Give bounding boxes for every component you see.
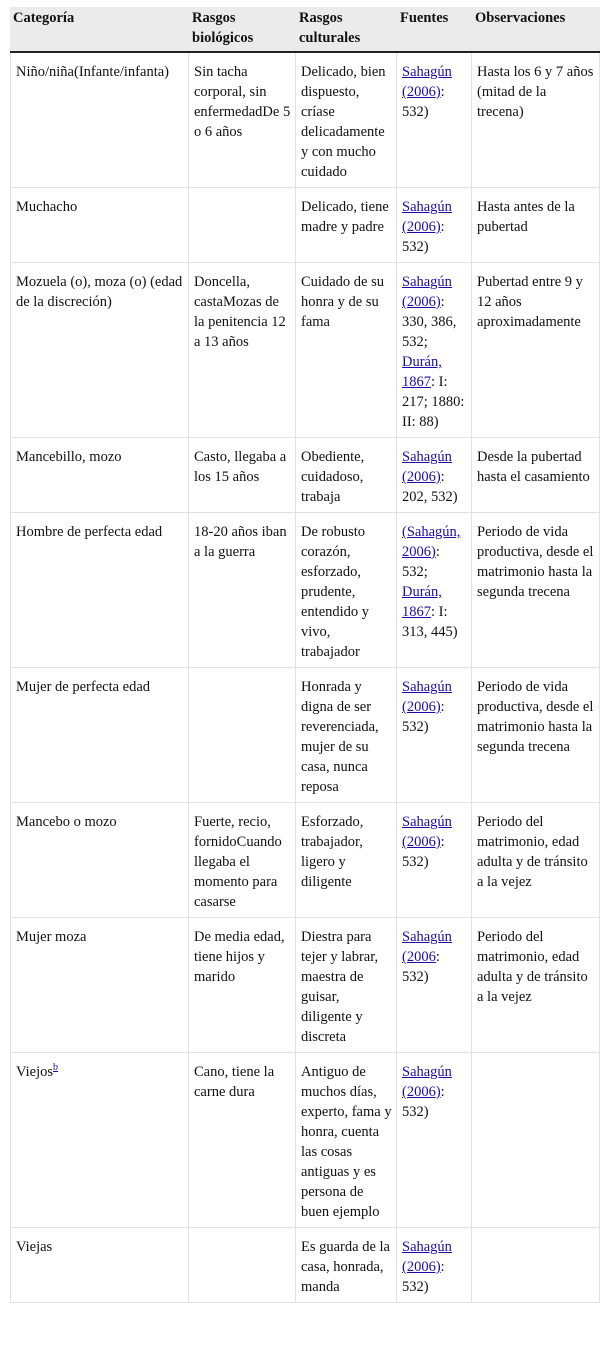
source-link[interactable]: Sahagún (2006): [402, 274, 452, 310]
table-body: [10, 53, 600, 1303]
cell-fuentes: [397, 513, 472, 668]
cell-rasgos-culturales: Honrada y digna de ser reverenciada, mujer de su casa, nunca reposa: [296, 668, 397, 803]
cell-fuentes: [397, 1053, 472, 1228]
cell-observaciones: [472, 1053, 600, 1228]
categoria-text: Mujer moza: [16, 929, 87, 945]
cell-fuentes: [397, 438, 472, 513]
table-row: [10, 263, 600, 438]
source-link[interactable]: Durán, 1867: [402, 584, 442, 620]
cell-observaciones: Periodo de vida productiva, desde el matrimonio hasta la segunda trecena: [472, 513, 600, 668]
cell-observaciones: Desde la pubertad hasta el casamiento: [472, 438, 600, 513]
source-link[interactable]: Sahagún (2006): [402, 679, 452, 715]
cell-rasgos-biologicos: [189, 188, 296, 263]
source-link[interactable]: Durán, 1867: [402, 354, 442, 390]
categoria-text: Niño/niña(Infante/infanta): [16, 64, 169, 80]
cell-rasgos-biologicos: Doncella, castaMozas de la penitencia 12 a 13 años: [189, 263, 296, 438]
cell-observaciones: Periodo de vida productiva, desde el matrimonio hasta la segunda trecena: [472, 668, 600, 803]
header-rasgos-biologicos: Rasgos biológicos: [189, 7, 296, 53]
cell-categoria: [10, 263, 189, 438]
cell-rasgos-culturales: Obediente, cuidadoso, trabaja: [296, 438, 397, 513]
categoria-text: Mancebillo, mozo: [16, 449, 122, 465]
cell-categoria: [10, 918, 189, 1053]
source-text: : I: 217; 1880: II: 88): [402, 374, 465, 430]
cell-rasgos-culturales: Es guarda de la casa, honrada, manda: [296, 1228, 397, 1303]
cell-rasgos-biologicos: De media edad, tiene hijos y marido: [189, 918, 296, 1053]
header-observaciones: Observaciones: [472, 7, 600, 53]
table-row: [10, 1053, 600, 1228]
source-link[interactable]: Sahagún (2006): [402, 64, 452, 100]
categoria-text: Viejas: [16, 1239, 53, 1255]
cell-rasgos-biologicos: 18-20 años iban a la guerra: [189, 513, 296, 668]
cell-rasgos-culturales: Antiguo de muchos días, experto, fama y honra, cuenta las cosas antiguas y es persona de buen ejemplo: [296, 1053, 397, 1228]
cell-observaciones: Periodo del matrimonio, edad adulta y de tránsito a la vejez: [472, 918, 600, 1053]
cell-fuentes: [397, 53, 472, 188]
cell-observaciones: Pubertad entre 9 y 12 años aproximadamente: [472, 263, 600, 438]
header-fuentes: Fuentes: [397, 7, 472, 53]
cell-categoria: [10, 438, 189, 513]
table-row: [10, 438, 600, 513]
table-row: [10, 668, 600, 803]
source-text: : 532): [402, 84, 445, 120]
categoria-text: Muchacho: [16, 199, 78, 215]
source-text: : 532): [402, 219, 445, 255]
cell-rasgos-culturales: Cuidado de su honra y de su fama: [296, 263, 397, 438]
cell-fuentes: [397, 188, 472, 263]
cell-fuentes: [397, 803, 472, 918]
source-text: : 330, 386, 532;: [402, 294, 457, 350]
cell-categoria: [10, 803, 189, 918]
cell-rasgos-culturales: Esforzado, trabajador, ligero y diligente: [296, 803, 397, 918]
cell-rasgos-culturales: Diestra para tejer y labrar, maestra de guisar, diligente y discreta: [296, 918, 397, 1053]
cell-rasgos-biologicos: Fuerte, recio, fornidoCuando llegaba el momento para casarse: [189, 803, 296, 918]
age-categories-table: [10, 7, 600, 1303]
table-row: [10, 803, 600, 918]
cell-rasgos-biologicos: Cano, tiene la carne dura: [189, 1053, 296, 1228]
source-text: : 532): [402, 834, 445, 870]
table-row: [10, 1228, 600, 1303]
source-link[interactable]: Sahagún (2006): [402, 1064, 452, 1100]
table-row: [10, 918, 600, 1053]
source-link[interactable]: Sahagún (2006): [402, 814, 452, 850]
source-text: : 532): [402, 1084, 445, 1120]
categoria-text: Mujer de perfecta edad: [16, 679, 151, 695]
source-link[interactable]: Sahagún (2006: [402, 929, 452, 965]
source-link[interactable]: Sahagún (2006): [402, 1239, 452, 1275]
source-text: : 532): [402, 1259, 445, 1295]
source-text: : 202, 532): [402, 469, 458, 505]
cell-categoria: [10, 668, 189, 803]
cell-categoria: [10, 513, 189, 668]
cell-rasgos-culturales: Delicado, tiene madre y padre: [296, 188, 397, 263]
table-container: [10, 7, 600, 1303]
cell-observaciones: Hasta antes de la pubertad: [472, 188, 600, 263]
table-row: [10, 188, 600, 263]
header-row: [10, 7, 600, 53]
source-link[interactable]: Sahagún (2006): [402, 199, 452, 235]
categoria-text: Mozuela (o), moza (o) (edad de la discreción): [16, 274, 183, 310]
categoria-text: Hombre de perfecta edad: [16, 524, 163, 540]
cell-fuentes: [397, 668, 472, 803]
table-row: [10, 53, 600, 188]
cell-observaciones: [472, 1228, 600, 1303]
cell-fuentes: [397, 263, 472, 438]
header-rasgos-culturales: Rasgos culturales: [296, 7, 397, 53]
cell-fuentes: [397, 918, 472, 1053]
cell-rasgos-biologicos: Casto, llegaba a los 15 años: [189, 438, 296, 513]
cell-observaciones: Periodo del matrimonio, edad adulta y de tránsito a la vejez: [472, 803, 600, 918]
source-text: : 532): [402, 699, 445, 735]
cell-categoria: [10, 53, 189, 188]
source-text: : I: 313, 445): [402, 604, 458, 640]
cell-rasgos-biologicos: Sin tacha corporal, sin enfermedadDe 5 o 6 años: [189, 53, 296, 188]
cell-categoria: [10, 188, 189, 263]
source-text: : 532;: [402, 544, 440, 580]
cell-rasgos-biologicos: [189, 1228, 296, 1303]
header-categoria: Categoría: [10, 7, 189, 53]
source-link[interactable]: Sahagún (2006): [402, 449, 452, 485]
cell-categoria: [10, 1228, 189, 1303]
cell-rasgos-culturales: Delicado, bien dispuesto, críase delicadamente y con mucho cuidado: [296, 53, 397, 188]
footnote-link[interactable]: b: [53, 1062, 58, 1074]
source-text: : 532): [402, 949, 440, 985]
table-row: [10, 513, 600, 668]
cell-rasgos-culturales: De robusto corazón, esforzado, prudente, entendido y vivo, trabajador: [296, 513, 397, 668]
cell-rasgos-biologicos: [189, 668, 296, 803]
categoria-text: Mancebo o mozo: [16, 814, 117, 830]
cell-fuentes: [397, 1228, 472, 1303]
source-link[interactable]: (Sahagún, 2006): [402, 524, 461, 560]
cell-observaciones: Hasta los 6 y 7 años (mitad de la trecena): [472, 53, 600, 188]
categoria-text: Viejos: [16, 1064, 53, 1080]
cell-categoria: [10, 1053, 189, 1228]
